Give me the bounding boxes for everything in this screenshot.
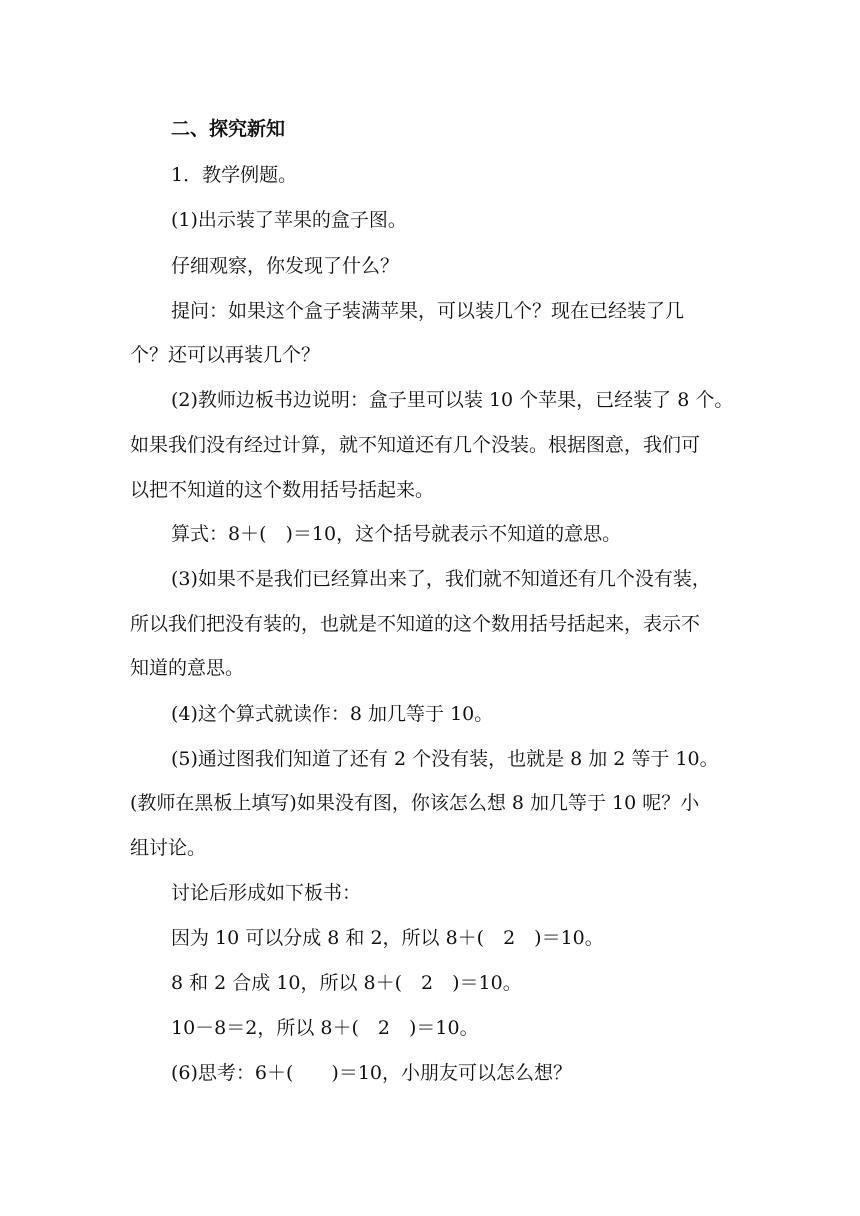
formula-line: 因为 10 可以分成 8 和 2，所以 8＋( 2 )＝10。 — [171, 927, 604, 949]
paragraph-line: 知道的意思。 — [130, 657, 245, 679]
paragraph-line: (6)思考：6＋( )＝10，小朋友可以怎么想？ — [171, 1062, 573, 1084]
paragraph-line: 1．教学例题。 — [171, 164, 298, 186]
formula-line: 算式：8＋( )＝10，这个括号就表示不知道的意思。 — [171, 523, 622, 545]
paragraph-line: (4)这个算式就读作：8 加几等于 10。 — [171, 703, 494, 725]
paragraph-line: (1)出示装了苹果的盒子图。 — [171, 209, 407, 231]
formula-line: 10－8＝2，所以 8＋( 2 )＝10。 — [171, 1017, 479, 1039]
paragraph-line: 如果我们没有经过计算，就不知道还有几个没装。根据图意，我们可 — [130, 434, 701, 456]
paragraph-line: (3)如果不是我们已经算出来了，我们就不知道还有几个没有装， — [171, 568, 711, 590]
paragraph-line: (2)教师边板书边说明：盒子里可以装 10 个苹果，已经装了 8 个。 — [171, 389, 734, 411]
paragraph-line: 讨论后形成如下板书： — [171, 882, 362, 904]
paragraph-line: 以把不知道的这个数用括号括起来。 — [130, 479, 435, 501]
paragraph-line: 仔细观察，你发现了什么？ — [171, 255, 400, 277]
paragraph-line: 个？还可以再装几个？ — [130, 344, 321, 366]
paragraph-line: 提问：如果这个盒子装满苹果，可以装几个？现在已经装了几 — [171, 300, 685, 322]
paragraph-line: (5)通过图我们知道了还有 2 个没有装，也就是 8 加 2 等于 10。 — [171, 748, 719, 770]
paragraph-line: 所以我们把没有装的，也就是不知道的这个数用括号括起来，表示不 — [130, 613, 701, 635]
paragraph-line: 组讨论。 — [130, 837, 207, 859]
paragraph-line: (教师在黑板上填写)如果没有图，你该怎么想 8 加几等于 10 呢？小 — [130, 792, 700, 814]
section-title: 二、探究新知 — [171, 118, 286, 140]
formula-line: 8 和 2 合成 10，所以 8＋( 2 )＝10。 — [171, 972, 522, 994]
